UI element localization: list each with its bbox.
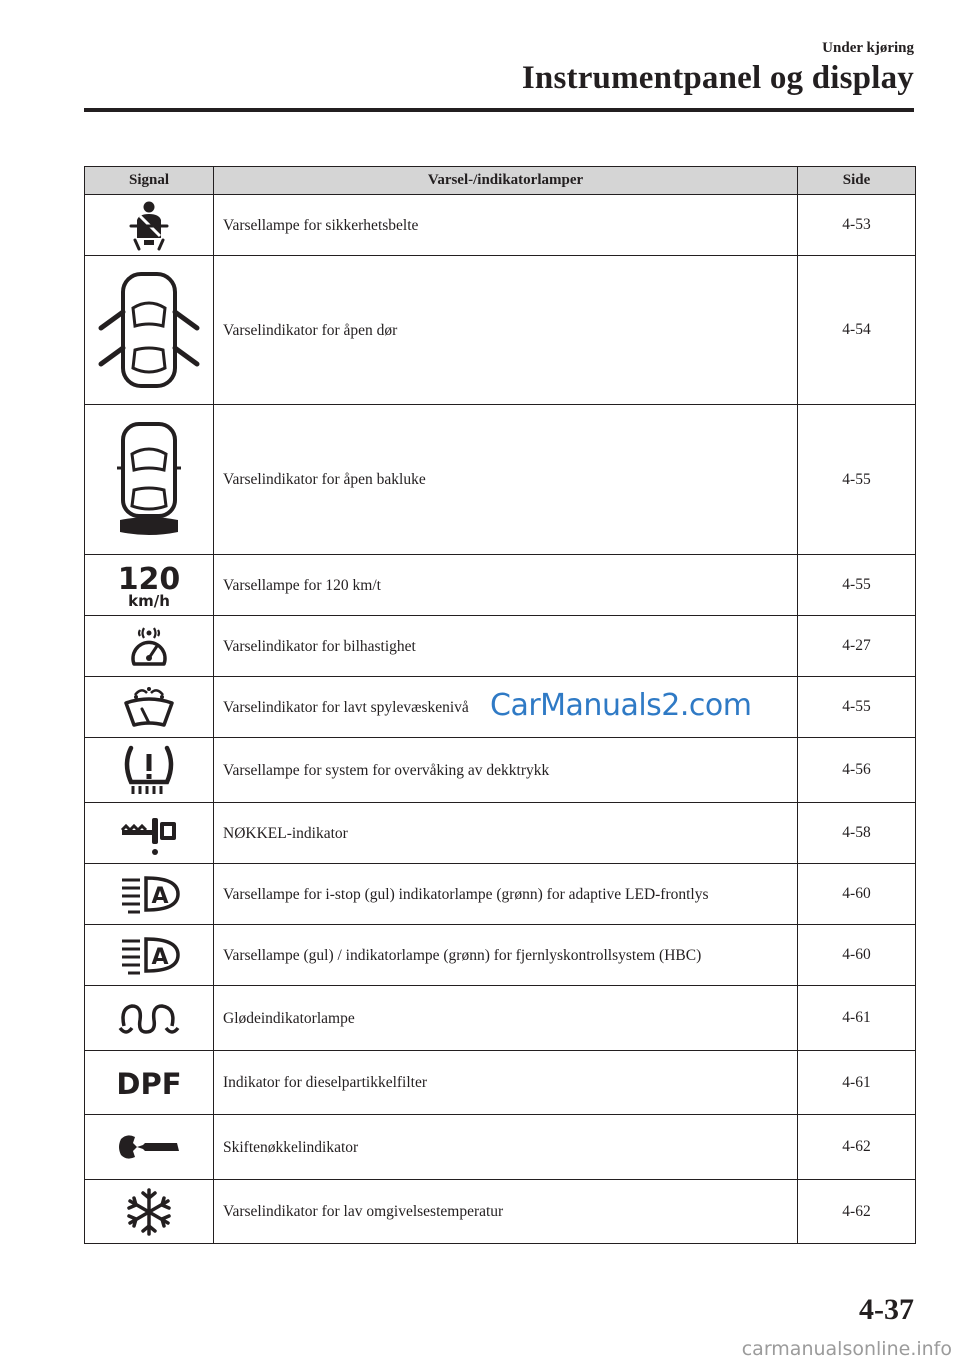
table-row <box>85 738 916 803</box>
signal-cell <box>85 405 214 555</box>
speed-120-label: 120 <box>117 562 181 597</box>
signal-cell <box>85 1115 214 1180</box>
table-row <box>85 1115 916 1180</box>
description-cell: Varsellampe for system for overvåking av dekktrykk <box>214 738 798 803</box>
signal-cell <box>85 677 214 738</box>
signal-cell <box>85 195 214 256</box>
column-header-description: Varsel-/indikatorlamper <box>214 167 798 195</box>
page-cell: 4-60 <box>798 925 916 986</box>
description-cell: Varsellampe for 120 km/t <box>214 555 798 616</box>
table-row <box>85 195 916 256</box>
page-cell: 4-62 <box>798 1115 916 1180</box>
description-cell: Varselindikator for åpen bakluke <box>214 405 798 555</box>
washer-fluid-icon <box>120 685 178 729</box>
page-cell: 4-27 <box>798 616 916 677</box>
signal-cell <box>85 738 214 803</box>
description-cell: Varsellampe for i-stop (gul) indikatorlampe (grønn) for adaptive LED-frontlys <box>214 864 798 925</box>
speed-120-icon <box>117 562 181 610</box>
column-header-page: Side <box>798 167 916 195</box>
description-cell: Varselindikator for lav omgivelsestemperatur <box>214 1180 798 1244</box>
description-cell: NØKKEL-indikator <box>214 803 798 864</box>
table-row <box>85 616 916 677</box>
description-cell: Varselindikator for åpen dør <box>214 256 798 405</box>
signal-cell <box>85 864 214 925</box>
description-cell: Varselindikator for bilhastighet <box>214 616 798 677</box>
description-cell: Varselindikator for lavt spylevæskenivå <box>214 677 798 738</box>
glow-plug-icon <box>118 998 180 1038</box>
dpf-icon <box>115 1066 183 1100</box>
page-cell: 4-56 <box>798 738 916 803</box>
table-row <box>85 256 916 405</box>
page-cell: 4-55 <box>798 555 916 616</box>
section-header: Under kjøring <box>822 40 914 56</box>
signal-cell <box>85 616 214 677</box>
signal-cell <box>85 1180 214 1244</box>
watermark: CarManuals2.com <box>490 688 752 723</box>
wrench-icon <box>117 1131 181 1163</box>
page-cell: 4-54 <box>798 256 916 405</box>
page-cell: 4-60 <box>798 864 916 925</box>
auto-headlight-icon <box>118 874 180 914</box>
page-cell: 4-61 <box>798 1051 916 1115</box>
auto-letter-label: A <box>151 884 169 909</box>
open-liftgate-icon <box>114 418 184 542</box>
description-cell: Skiftenøkkelindikator <box>214 1115 798 1180</box>
dpf-label: DPF <box>116 1066 182 1101</box>
description-cell: Glødeindikatorlampe <box>214 986 798 1051</box>
table-header-row <box>85 167 916 195</box>
signal-cell <box>85 986 214 1051</box>
table-row <box>85 1180 916 1244</box>
table-row <box>85 405 916 555</box>
signal-cell <box>85 256 214 405</box>
page-cell: 4-62 <box>798 1180 916 1244</box>
description-cell: Indikator for dieselpartikkelfilter <box>214 1051 798 1115</box>
table-row <box>85 864 916 925</box>
speed-unit-label: km/h <box>128 592 170 610</box>
hbc-letter-label: A <box>151 945 169 970</box>
table-row <box>85 986 916 1051</box>
speed-warning-icon <box>127 624 171 668</box>
key-icon <box>118 810 180 856</box>
table-row <box>85 925 916 986</box>
page-cell: 4-61 <box>798 986 916 1051</box>
seatbelt-icon <box>127 200 171 250</box>
page-title: Instrumentpanel og display <box>521 60 914 96</box>
footer-site-link[interactable]: carmanualsonline.info <box>741 1338 952 1360</box>
open-door-icon <box>97 268 201 392</box>
column-header-signal: Signal <box>85 167 214 195</box>
page-number: 4-37 <box>859 1293 914 1326</box>
tire-pressure-icon <box>119 744 179 796</box>
table-row <box>85 1051 916 1115</box>
page-cell: 4-53 <box>798 195 916 256</box>
page-cell: 4-58 <box>798 803 916 864</box>
page-cell: 4-55 <box>798 677 916 738</box>
signal-cell <box>85 803 214 864</box>
table-row <box>85 555 916 616</box>
high-beam-control-icon <box>118 935 180 975</box>
signal-cell <box>85 555 214 616</box>
description-cell: Varsellampe (gul) / indikatorlampe (grønn) for fjernlyskontrollsystem (HBC) <box>214 925 798 986</box>
snowflake-icon <box>124 1187 174 1237</box>
page-cell: 4-55 <box>798 405 916 555</box>
signal-cell <box>85 1051 214 1115</box>
signal-cell <box>85 925 214 986</box>
table-row <box>85 803 916 864</box>
header-rule <box>84 108 914 112</box>
description-cell: Varsellampe for sikkerhetsbelte <box>214 195 798 256</box>
